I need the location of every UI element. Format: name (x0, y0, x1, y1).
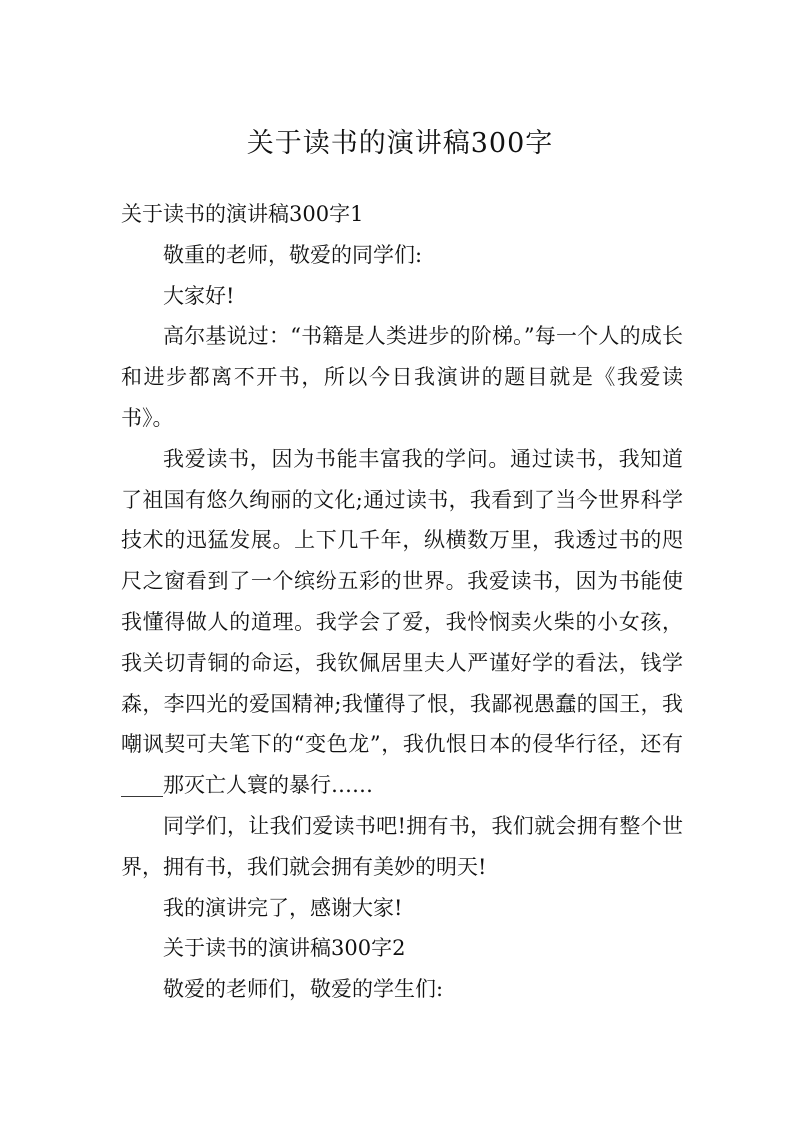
section-1-paragraph-1: 高尔基说过：“书籍是人类进步的阶梯。”每一个人的成长和进步都离不开书，所以今日我演讲的题目就是《我爱读书》。 (121, 324, 683, 430)
section-1-salute: 大家好! (163, 283, 235, 308)
section-1-paragraph-2: 我爱读书，因为书能丰富我的学问。通过读书，我知道了祖国有悠久绚丽的文化;通过读书，我看到了当今世界科学技术的迅猛发展。上下几千年，纵横数万里，我透过书的咫尺之窗看到了一个缤纷五彩的世界。我爱读书，因为书能使我懂得做人的道理。我学会了爱，我怜悯卖火柴的小女孩，我关切青铜的命运，我钦佩居里夫人严谨好学的看法，钱学森，李四光的爱国精神;我懂得了恨，我鄙视愚蠢的国王，我嘲讽契可夫笔下的“变色龙”，我仇恨日本的侵华行径，还有____那灭亡人寰的暴行…… (121, 446, 683, 798)
section-1-closing: 我的演讲完了，感谢大家! (163, 895, 403, 920)
section-1-heading: 关于读书的演讲稿300字1 (121, 202, 364, 226)
section-2-heading: 关于读书的演讲稿300字2 (163, 936, 406, 961)
document-body (121, 194, 683, 1010)
document-title: 关于读书的演讲稿300字 (246, 128, 554, 159)
section-2-greeting: 敬爱的老师们，敬爱的学生们: (163, 977, 444, 1002)
section-1-greeting: 敬重的老师，敬爱的同学们: (163, 242, 423, 267)
section-1-paragraph-3: 同学们，让我们爱读书吧!拥有书，我们就会拥有整个世界，拥有书，我们就会拥有美妙的明天! (121, 813, 683, 879)
